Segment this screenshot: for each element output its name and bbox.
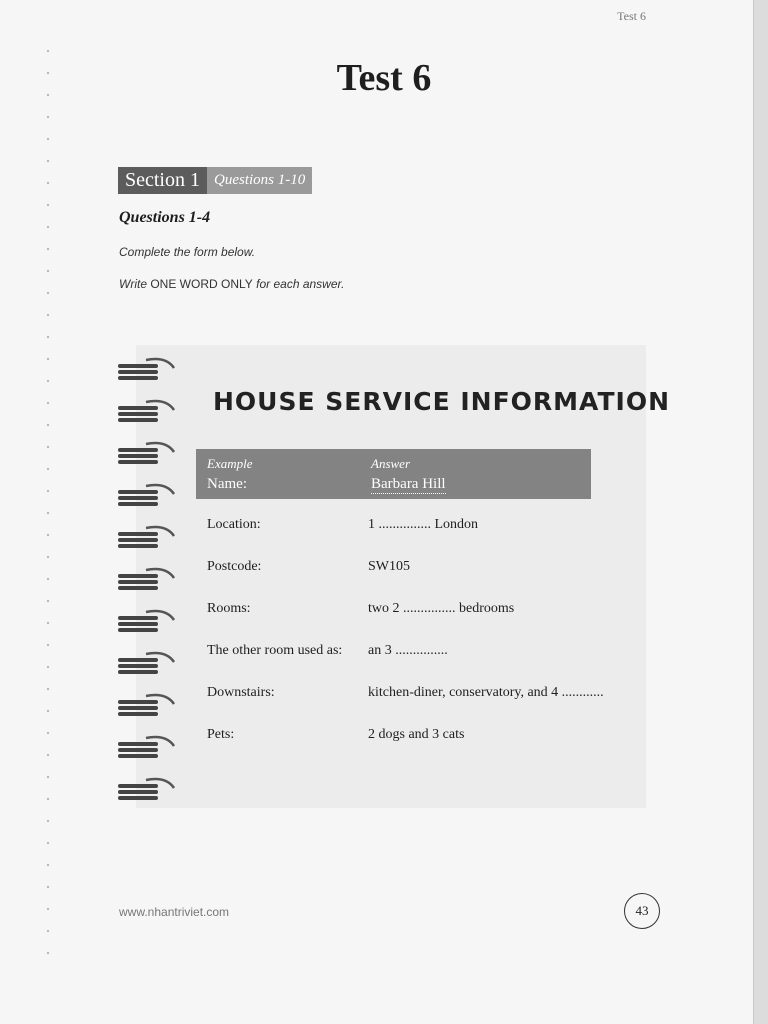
row-value: 1 ............... London [368,517,479,532]
form-row-downstairs [207,685,647,705]
running-head: Test 6 [617,9,646,23]
row-label: The other room used as: [207,643,343,658]
form-row-postcode [207,559,647,579]
example-label: Example [207,456,253,471]
form-row-other-room [207,643,647,663]
page-title: Test 6 [336,57,432,99]
spiral-ring-icon [118,359,174,380]
instruction-post: for each answer. [252,277,345,291]
form-row-rooms [207,601,647,621]
questions-heading: Questions 1-4 [119,209,211,226]
instruction-bold: ONE WORD ONLY [150,277,253,291]
row-label: Pets: [207,727,235,742]
instruction-line-1: Complete the form below. [119,245,256,259]
form-row-pets [207,727,647,747]
row-value: 2 dogs and 3 cats [368,727,465,742]
instruction-pre: Write [119,277,151,291]
form-title: HOUSE SERVICE INFORMATION [213,387,670,416]
row-value: kitchen-diner, conservatory, and 4 ............ [368,685,604,700]
row-value: two 2 ............... bedrooms [368,601,515,616]
footer-url: www.nhantriviet.com [119,905,230,919]
example-bar [196,449,591,499]
page-edge [753,0,768,1024]
section-label: Section 1 [118,167,207,194]
row-label: Postcode: [207,559,262,574]
row-label: Downstairs: [207,685,275,700]
example-answer: Barbara Hill [371,476,446,492]
row-label: Location: [207,517,261,532]
row-label: Rooms: [207,601,251,616]
binding-dots [46,40,50,960]
section-banner [118,167,312,194]
section-questions: Questions 1-10 [207,167,312,194]
form-row-location [207,517,647,537]
example-field: Name: [207,476,247,492]
row-value: SW105 [368,559,410,574]
row-value: an 3 ............... [368,643,448,658]
answer-label: Answer [371,456,410,471]
instruction-line-2 [119,277,344,291]
spiral-binding-icon [116,352,186,802]
page-number: 43 [624,893,660,929]
